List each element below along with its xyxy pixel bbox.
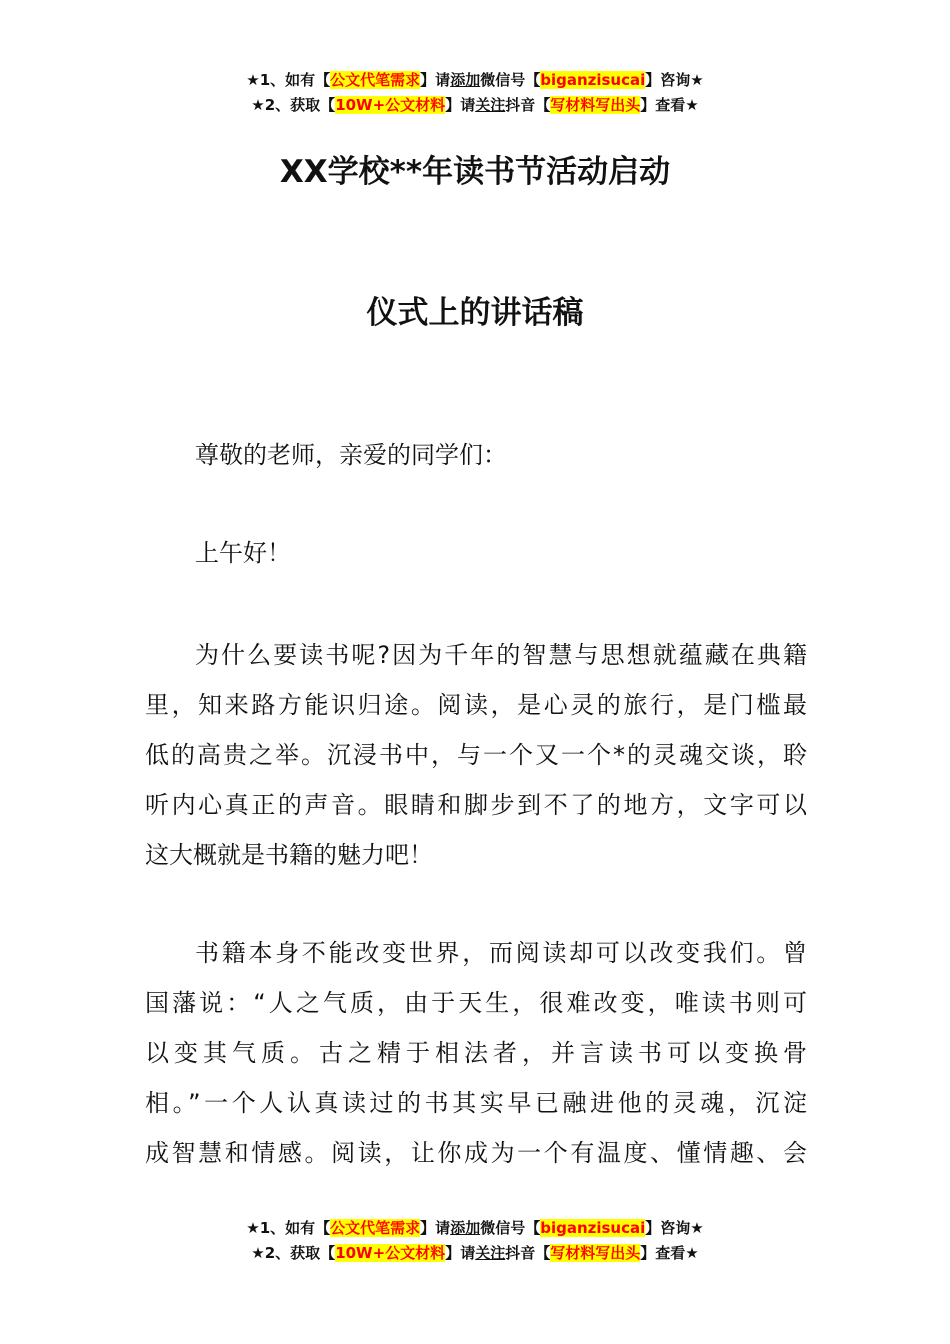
banner-highlight: 公文代笔需求	[330, 71, 421, 89]
banner-underline: 添加	[450, 1219, 481, 1237]
banner-text: 】查看★	[640, 96, 699, 114]
paragraph-line: 低的高贵之举。沉浸书中，与一个又一个*的灵魂交谈，聆	[145, 741, 807, 769]
banner-highlight: 公文代笔需求	[330, 1219, 421, 1237]
paragraph-1	[145, 630, 807, 880]
paragraph-2	[145, 928, 807, 1178]
banner-line-1	[0, 1216, 950, 1241]
banner-highlight: biganzisucai	[540, 1219, 646, 1237]
greeting-paragraph	[145, 430, 807, 480]
paragraph-line: 相。”一个人认真读过的书其实早已融进他的灵魂，沉淀	[145, 1089, 807, 1117]
document-title-line-1: XX学校**年读书节活动启动	[279, 154, 671, 190]
banner-line-2	[0, 1241, 950, 1266]
banner-text: 微信号【	[480, 1219, 541, 1237]
banner-line-1	[0, 68, 950, 93]
banner-text: ★2、获取【	[251, 96, 336, 114]
document-title-line-2: 仪式上的讲话稿	[366, 295, 584, 331]
banner-highlight: 写材料写出头	[550, 96, 641, 114]
paragraph-line: 国藩说：“人之气质，由于天生，很难改变，唯读书则可	[145, 989, 807, 1017]
paragraph-line: 里，知来路方能识归途。阅读，是心灵的旅行，是门槛最	[145, 691, 807, 719]
banner-text: 】咨询★	[645, 1219, 704, 1237]
greeting-text: 尊敬的老师，亲爱的同学们：	[195, 441, 507, 469]
banner-text: 抖音【	[505, 96, 551, 114]
banner-highlight: 10W+公文材料	[335, 96, 446, 114]
banner-highlight: 10W+公文材料	[335, 1244, 446, 1262]
banner-text: 抖音【	[505, 1244, 551, 1262]
banner-underline: 关注	[475, 1244, 506, 1262]
banner-line-2	[0, 93, 950, 118]
paragraph-line: 以变其气质。古之精于相法者，并言读书可以变换骨	[145, 1039, 807, 1067]
banner-text: ★1、如有【	[246, 1219, 331, 1237]
banner-text: ★1、如有【	[246, 71, 331, 89]
banner-text: 】查看★	[640, 1244, 699, 1262]
banner-text: 微信号【	[480, 71, 541, 89]
banner-text: 】请	[445, 1244, 476, 1262]
paragraph-line: 书籍本身不能改变世界，而阅读却可以改变我们。曾	[195, 939, 807, 967]
banner-highlight: biganzisucai	[540, 71, 646, 89]
paragraph-line: 听内心真正的声音。眼睛和脚步到不了的地方，文字可以	[145, 791, 807, 819]
banner-underline: 关注	[475, 96, 506, 114]
paragraph-line: 为什么要读书呢?因为千年的智慧与思想就蕴藏在典籍	[195, 641, 807, 669]
banner-text: 】请	[445, 96, 476, 114]
hello-text: 上午好！	[195, 539, 291, 567]
hello-paragraph	[145, 528, 807, 578]
banner-text: ★2、获取【	[251, 1244, 336, 1262]
footer-banner	[0, 1216, 950, 1266]
banner-text: 】请	[420, 71, 451, 89]
banner-text: 】咨询★	[645, 71, 704, 89]
paragraph-line: 成智慧和情感。阅读，让你成为一个有温度、懂情趣、会	[145, 1139, 807, 1167]
paragraph-line: 这大概就是书籍的魅力吧！	[145, 841, 433, 869]
header-banner	[0, 68, 950, 118]
banner-underline: 添加	[450, 71, 481, 89]
banner-highlight: 写材料写出头	[550, 1244, 641, 1262]
banner-text: 】请	[420, 1219, 451, 1237]
